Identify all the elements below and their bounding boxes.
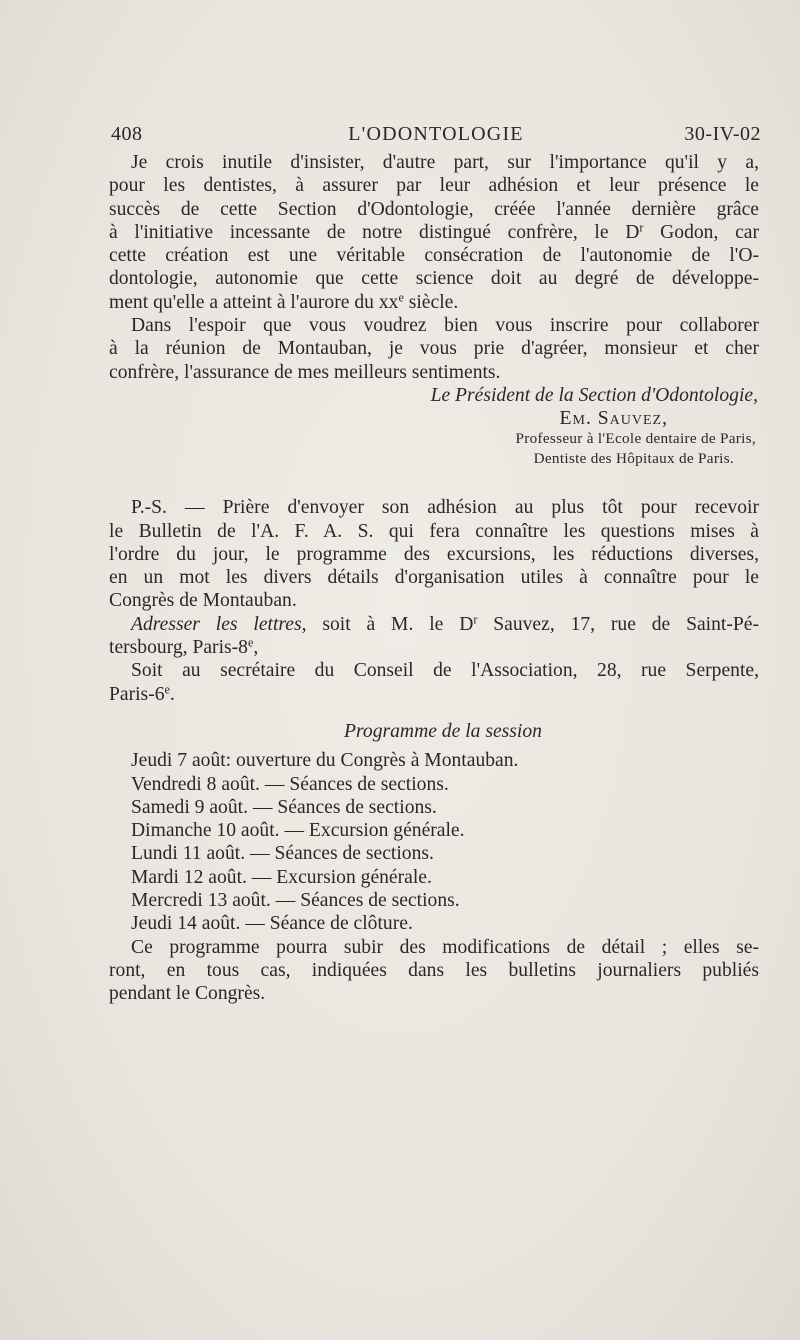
schedule-item: Lundi 11 août. — Séances de sections.	[131, 843, 434, 865]
schedule-list	[109, 749, 759, 935]
signature-credential: Dentiste des Hôpitaux de Paris.	[533, 449, 734, 467]
issue-date: 30-IV-02	[684, 123, 761, 145]
text-line: l'ordre du jour, le programme des excursions, les réductions diverses,	[109, 543, 759, 565]
text-line: à la réunion de Montauban, je vous prie d'agréer, monsieur et cher	[109, 338, 759, 360]
schedule-item: Vendredi 8 août. — Séances de sections.	[131, 773, 449, 795]
text-line: Je crois inutile d'insister, d'autre part, sur l'importance qu'il y a,	[131, 152, 759, 173]
programme-title: Programme de la session	[344, 720, 542, 742]
text-line: confrère, l'assurance de mes meilleurs sentiments.	[109, 361, 501, 383]
schedule-item: Jeudi 14 août. — Séance de clôture.	[131, 913, 413, 935]
schedule-item: Mardi 12 août. — Excursion générale.	[131, 866, 432, 888]
page-number: 408	[111, 123, 143, 145]
text-line: cette création est une véritable consécration de l'autonomie de l'O-	[109, 245, 759, 267]
text-line: à l'initiative incessante de notre distingué confrère, le $D^r$ Godon, car	[109, 220, 759, 243]
schedule-item: Dimanche 10 août. — Excursion générale.	[131, 820, 465, 842]
text-line: Congrès de Montauban.	[109, 590, 297, 612]
text-line: pendant le Congrès.	[109, 983, 266, 1005]
document-body	[109, 151, 759, 1006]
running-title: L'ODONTOLOGIE	[348, 123, 524, 145]
text-line: Adresser les lettres, soit à M. le $D^r$ Sauvez, 17, rue de Saint-Pé-	[131, 612, 760, 635]
text-line: en un mot les divers détails d'organisation utiles à connaître pour le	[109, 567, 759, 589]
schedule-item: Jeudi 7 août: ouverture du Congrès à Montauban.	[131, 750, 519, 772]
text-line: Dans l'espoir que vous voudrez bien vous inscrire pour collaborer	[131, 315, 759, 337]
paragraph-dentists	[109, 151, 759, 314]
text-line: ront, en tous cas, indiquées dans les bulletins journaliers publiés	[109, 959, 759, 981]
signature-title: Le Président de la Section d'Odontologie,	[430, 384, 758, 406]
text-line: Ce programme pourra subir des modifications de détail ; elles se-	[131, 936, 759, 958]
schedule-item: Samedi 9 août. — Séances de sections.	[131, 796, 437, 818]
text-line: P.-S. — Prière d'envoyer son adhésion au plus tôt pour recevoir	[131, 497, 759, 519]
signature-credential: Professeur à l'Ecole dentaire de Paris,	[515, 430, 756, 448]
text-line: succès de cette Section d'Odontologie, créée l'année dernière grâce	[109, 198, 759, 220]
paragraph-programme-note	[109, 936, 759, 1006]
signature-block	[109, 384, 759, 468]
schedule-item: Mercredi 13 août. — Séances de sections.	[131, 890, 460, 912]
text-line: Paris-6e.	[109, 681, 175, 705]
text-line: dontologie, autonomie que cette science doit au degré de développe-	[109, 268, 759, 290]
page-header	[111, 123, 761, 149]
text-line: tersbourg, Paris-8e,	[109, 635, 259, 659]
text-line: Soit au secrétaire du Conseil de l'Association, 28, rue Serpente,	[131, 660, 759, 682]
signature-name: Em. Sauvez,	[559, 408, 668, 430]
text-line: pour les dentistes, à assurer par leur adhésion et leur présence le	[109, 175, 759, 197]
text-line: le Bulletin de l'A. F. A. S. qui fera connaître les questions mises à	[109, 520, 759, 542]
text-line: ment qu'elle a atteint à l'aurore du $xx^e$ siècle.	[109, 290, 459, 313]
postscript	[109, 496, 759, 612]
paragraph-closing-wishes	[109, 314, 759, 384]
address-block	[109, 613, 759, 706]
